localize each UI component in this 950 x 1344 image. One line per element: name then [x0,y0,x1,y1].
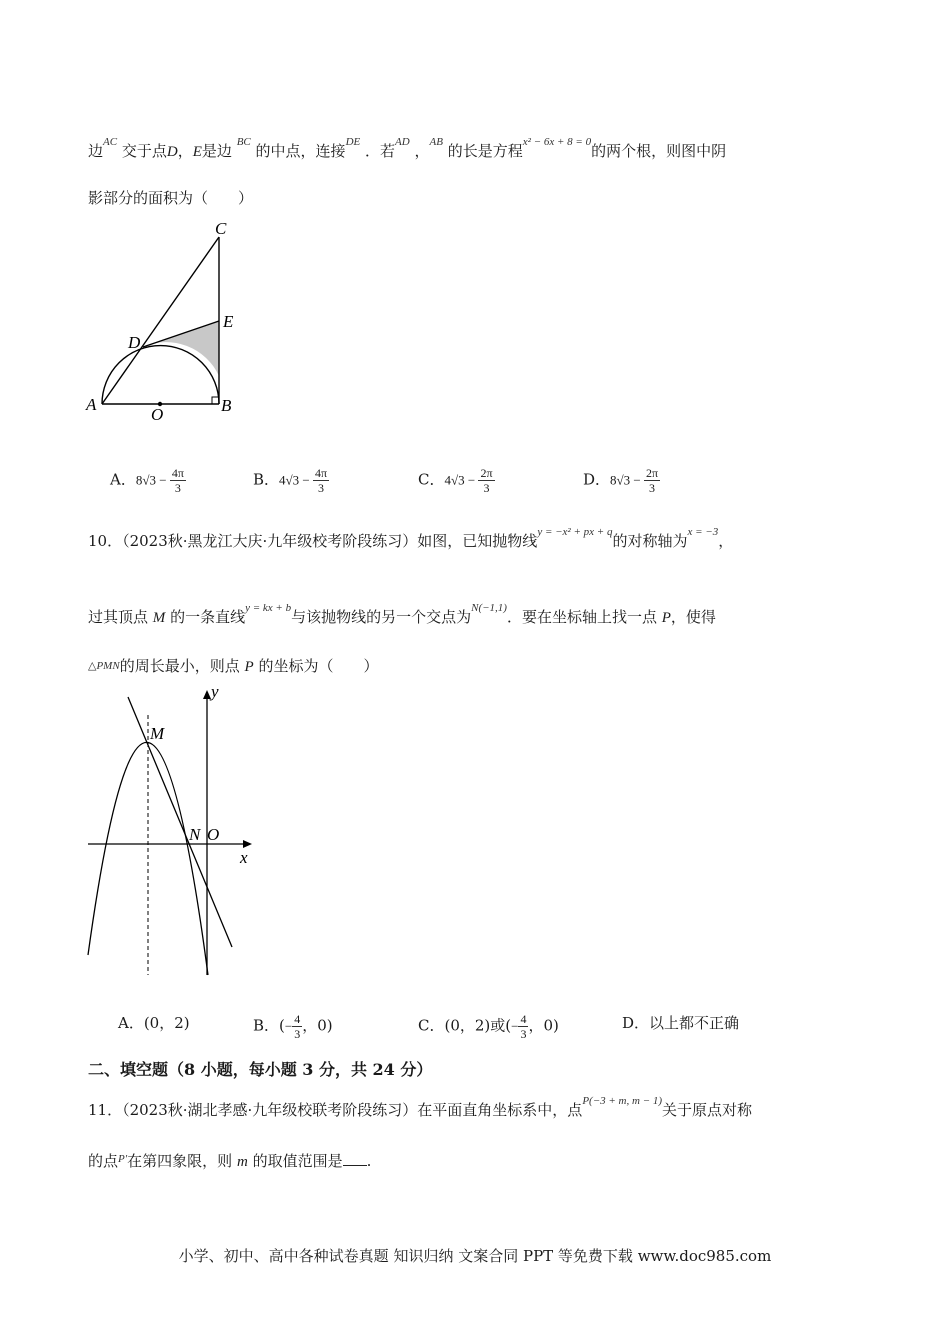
label-E: E [223,312,234,331]
label-O: O [151,405,164,424]
q11-line-1: 11．（2023秋·湖北孝感·九年级校联考阶段练习）在平面直角坐标系中，点$^{P(-3 + m, m - 1)}$关于原点对称 [88,1095,753,1119]
math-P-prime: P′ [118,1153,128,1165]
math-DE: DE [345,136,361,148]
math-AD: AD [395,136,410,148]
q10-line-2: 过其顶点 M 的一条直线$^{y = kx + b}$与该抛物线的另一个交点为$^{N(-1,1)}$．要在坐标轴上找一点 P，使得 [88,602,716,626]
q9-figure [80,215,250,430]
q9-option-b: B．4√3 − $\frac{4\pi}{3}$ [253,466,328,495]
math-AC: AC [103,136,118,148]
math-BC: BC [236,136,251,148]
q10-option-d: D．以上都不正确 [622,1014,740,1032]
math-point-P: P(−3 + m, m − 1) [582,1095,663,1107]
q10-figure [86,685,266,977]
label-O: O [207,825,220,844]
math-triangle: △PMN [88,660,120,672]
label-N: N [189,825,201,844]
math-line: y = kx + b [245,602,292,614]
q11-line-2: 的点$^{P'}$在第四象限，则 m 的取值范围是 . [88,1152,372,1170]
q9-option-d: D．8√3 − $\frac{2\pi}{3}$ [583,466,659,495]
answer-blank [343,1151,367,1166]
q10-option-b: B．(− $\frac{4}{3}$ ，0) [253,1012,333,1041]
math-parabola: y = −x² + px + q [537,526,613,538]
q9-option-a: A．8√3 − $\frac{4\pi}{3}$ [110,466,184,495]
page-footer: 小学、初中、高中各种试卷真题 知识归纳 文案合同 PPT 等免费下载 www.doc985.com [178,1247,772,1265]
label-C: C [215,219,227,238]
line-MN [128,697,232,947]
q10-option-a: A．(0，2) [118,1014,190,1032]
math-AB: AB [429,136,443,148]
q9-option-c: C．4√3 − $\frac{2\pi}{3}$ [418,466,493,495]
x-axis-arrow [243,840,252,848]
q9-line-1: 边$^{AC}$ 交于点D，E是边 $^{BC}$ 的中点，连接$^{DE}$ ．若$^{AD}$ ，$^{AB}$ 的长是方程$^{x^2 - 6x + 8 = 0}$的两个根，则图中阴 [88,136,727,160]
section-2-title: 二、填空题（8 小题，每小题 3 分，共 24 分） [88,1060,433,1079]
label-x: x [240,848,248,867]
label-A: A [86,395,97,414]
y-axis-arrow [203,690,211,699]
q10-line-1: 10．（2023秋·黑龙江大庆·九年级校考阶段练习）如图，已知抛物线$^{y = -x^2 + px + q}$的对称轴为$^{x = -3}$， [88,526,734,550]
label-B: B [221,396,232,415]
label-y: y [211,685,219,701]
q10-line-3: △PMN的周长最小，则点 P 的坐标为（ ） [88,657,379,675]
label-D: D [128,333,141,352]
right-angle-mark [212,397,219,404]
q10-option-c: C．(0，2)或(− $\frac{4}{3}$ ，0) [418,1012,559,1041]
math-point-N: N(−1,1) [471,602,507,614]
label-M: M [150,724,165,743]
math-axis: x = −3 [687,526,719,538]
segment-AC [102,237,219,404]
q9-line-2: 影部分的面积为（ ） [88,189,254,207]
semicircle-arc [102,346,219,404]
math-equation: x² − 6x + 8 = 0 [522,136,592,148]
